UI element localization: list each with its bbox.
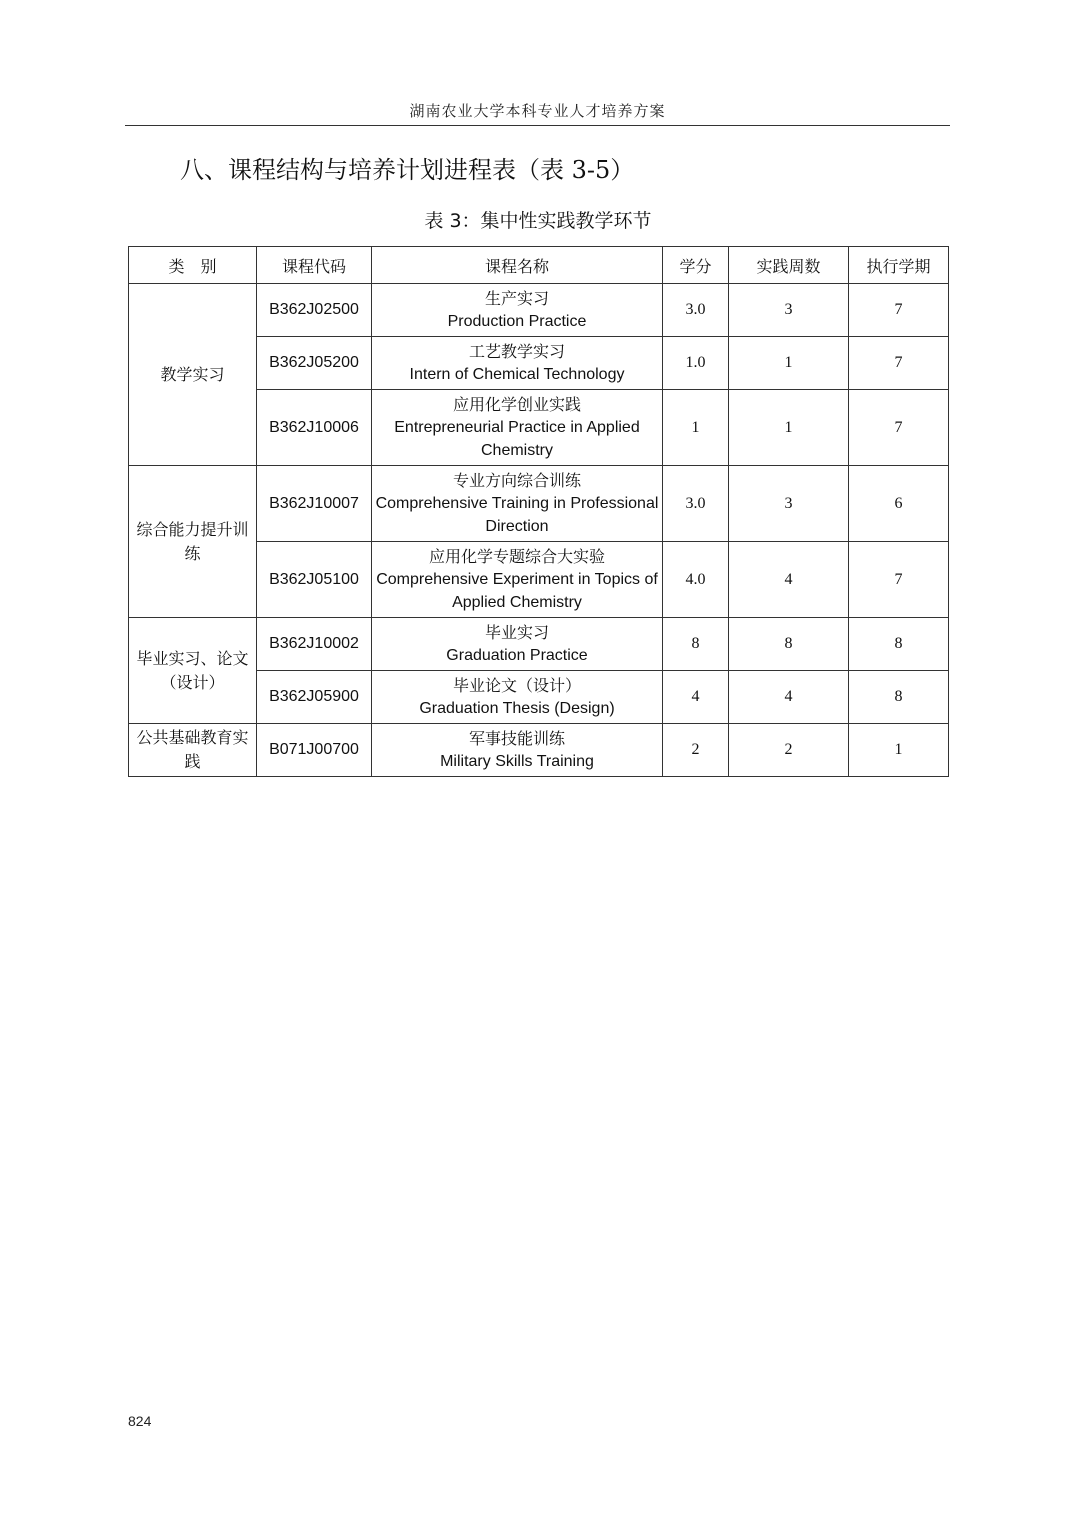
weeks: 8: [729, 618, 849, 671]
semester: 7: [849, 390, 949, 466]
credits: 1: [663, 390, 729, 466]
course-code: B071J00700: [257, 724, 372, 777]
section-title: 八、课程结构与培养计划进程表（表 3-5）: [180, 156, 635, 184]
credits: 1.0: [663, 337, 729, 390]
course-name-en: Production Practice: [447, 313, 587, 330]
category-label: 公共基础教育实践: [136, 728, 249, 771]
weeks: 2: [729, 724, 849, 777]
weeks: 1: [729, 390, 849, 466]
course-name: [372, 542, 663, 618]
course-name-zh: 应用化学专题综合大实验: [428, 547, 605, 566]
semester: 8: [849, 618, 949, 671]
weeks: 1: [729, 337, 849, 390]
page-number: 824: [128, 1413, 152, 1429]
credits: 4: [663, 671, 729, 724]
table-row: [129, 466, 949, 542]
semester: 7: [849, 284, 949, 337]
semester: 6: [849, 466, 949, 542]
category-label: 毕业实习、论文（设计）: [136, 648, 249, 692]
category-cell: [129, 284, 257, 466]
course-code: B362J05200: [257, 337, 372, 390]
credits: 4.0: [663, 542, 729, 618]
table-row: [129, 284, 949, 337]
table-row: [129, 618, 949, 671]
col-header-semester: 执行学期: [849, 247, 949, 284]
credits: 2: [663, 724, 729, 777]
running-header: 湖南农业大学本科专业人才培养方案: [409, 102, 666, 120]
weeks: 4: [729, 671, 849, 724]
course-name-zh: 工艺教学实习: [468, 342, 565, 361]
credits: 3.0: [663, 466, 729, 542]
weeks: 3: [729, 284, 849, 337]
course-name: [372, 618, 663, 671]
credits: 3.0: [663, 284, 729, 337]
course-name-en: Comprehensive Experiment in Topics of Applied Chemistry: [376, 571, 658, 611]
category-label: 综合能力提升训练: [136, 519, 249, 563]
course-name: [372, 671, 663, 724]
weeks: 4: [729, 542, 849, 618]
course-name-zh: 应用化学创业实践: [452, 395, 581, 414]
col-header-weeks: 实践周数: [729, 247, 849, 284]
course-name-zh: 军事技能训练: [468, 729, 565, 748]
table-header-row: [129, 247, 949, 284]
course-name: [372, 466, 663, 542]
course-name-en: Entrepreneurial Practice in Applied Chemistry: [394, 419, 640, 459]
col-header-name: 课程名称: [372, 247, 663, 284]
col-header-credits: 学分: [663, 247, 729, 284]
course-name-zh: 生产实习: [484, 289, 549, 308]
semester: 7: [849, 337, 949, 390]
course-code: B362J10007: [257, 466, 372, 542]
course-code: B362J10002: [257, 618, 372, 671]
course-name-en: Graduation Thesis (Design): [419, 700, 615, 717]
course-code: B362J02500: [257, 284, 372, 337]
semester: 8: [849, 671, 949, 724]
table-row: [129, 724, 949, 777]
course-name-zh: 毕业实习: [484, 623, 549, 642]
header-rule: [125, 125, 950, 126]
semester: 1: [849, 724, 949, 777]
course-code: B362J05900: [257, 671, 372, 724]
course-name-en: Military Skills Training: [440, 753, 594, 770]
semester: 7: [849, 542, 949, 618]
category-cell: [129, 724, 257, 777]
course-name: [372, 724, 663, 777]
course-name-en: Intern of Chemical Technology: [409, 366, 625, 383]
course-name-en: Graduation Practice: [446, 647, 588, 664]
course-name: [372, 337, 663, 390]
weeks: 3: [729, 466, 849, 542]
category-cell: [129, 466, 257, 618]
course-name: [372, 390, 663, 466]
practice-table: [128, 246, 949, 777]
col-header-code: 课程代码: [257, 247, 372, 284]
category-label: 教学实习: [160, 364, 225, 384]
course-code: B362J05100: [257, 542, 372, 618]
credits: 8: [663, 618, 729, 671]
col-header-category: 类 别: [129, 247, 257, 284]
category-cell: [129, 618, 257, 724]
course-code: B362J10006: [257, 390, 372, 466]
course-name-zh: 专业方向综合训练: [452, 471, 581, 490]
table-caption: 表 3：集中性实践教学环节: [424, 210, 652, 232]
course-name: [372, 284, 663, 337]
course-name-en: Comprehensive Training in Professional Direction: [375, 495, 659, 535]
course-name-zh: 毕业论文（设计）: [452, 676, 581, 695]
